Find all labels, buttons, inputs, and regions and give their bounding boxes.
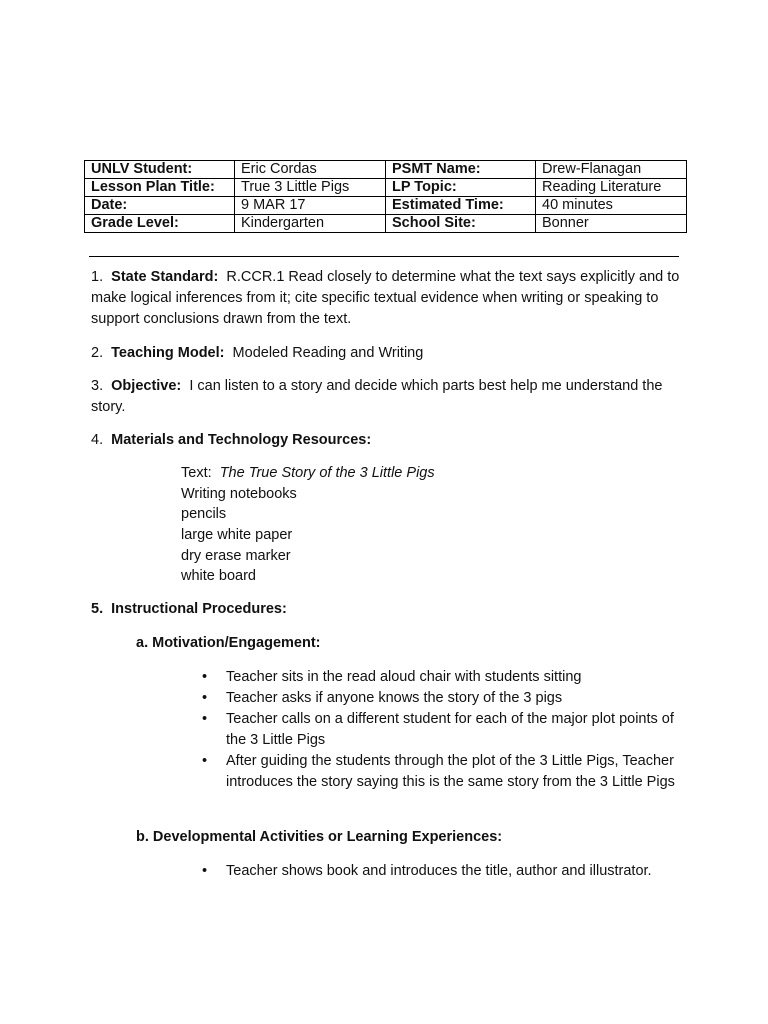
subsection-developmental-heading: b. Developmental Activities or Learning Experiences: <box>136 829 503 845</box>
bullet-icon: • <box>202 863 208 879</box>
table-value: Drew-Flanagan <box>536 161 687 179</box>
horizontal-divider <box>89 256 679 257</box>
table-value: Kindergarten <box>235 215 386 233</box>
list-item <box>181 463 435 484</box>
table-label: Grade Level: <box>85 215 235 233</box>
table-label: PSMT Name: <box>386 161 536 179</box>
table-value: Reading Literature <box>536 179 687 197</box>
list-item: white board <box>181 568 256 585</box>
materials-list <box>181 463 435 587</box>
table-value: Bonner <box>536 215 687 233</box>
section-number: 1. <box>91 269 104 285</box>
list-item: large white paper <box>181 527 293 544</box>
materials-text-prefix: Text: <box>181 465 212 481</box>
list-item: pencils <box>181 506 227 523</box>
bullet-icon: • <box>202 753 208 769</box>
section-number: 2. <box>91 345 104 361</box>
table-row <box>85 197 687 215</box>
bullet-icon: • <box>202 690 208 706</box>
section-label: State Standard: <box>111 269 219 285</box>
section-label: Objective: <box>111 378 182 394</box>
section-number: 3. <box>91 378 104 394</box>
section-number: 4. <box>91 432 104 448</box>
table-value: 40 minutes <box>536 197 687 215</box>
table-label: Lesson Plan Title: <box>85 179 235 197</box>
list-item: • After guiding the students through the plot of the 3 Little Pigs, Teacher introduces the story saying this is the same story from the 3 Little Pigs <box>202 753 675 790</box>
list-item: Writing notebooks <box>181 485 297 502</box>
table-row <box>85 161 687 179</box>
section-label: Instructional Procedures: <box>111 601 287 617</box>
table-label: UNLV Student: <box>85 161 235 179</box>
list-item: • Teacher shows book and introduces the title, author and illustrator. <box>226 861 686 882</box>
section-text: Modeled Reading and Writing <box>232 345 424 361</box>
section-number: 5. <box>91 601 104 617</box>
list-item: • Teacher sits in the read aloud chair with students sitting <box>226 667 686 688</box>
lesson-info-table <box>84 160 687 233</box>
bullet-icon: • <box>202 711 208 727</box>
list-item: • Teacher calls on a different student for each of the major plot points of the 3 Little Pigs <box>202 711 674 748</box>
list-item: dry erase marker <box>181 547 291 564</box>
table-label: LP Topic: <box>386 179 536 197</box>
table-label: Date: <box>85 197 235 215</box>
list-item: • Teacher asks if anyone knows the story of the 3 pigs <box>226 688 686 709</box>
section-text: R.CCR.1 Read closely to determine what the text says explicitly and to make logical inferences from it; cite specific textual evidence when writing or speaking to support conclusions drawn from the text. <box>91 269 680 327</box>
book-title: The True Story of the 3 Little Pigs <box>219 465 435 481</box>
section-instructional-procedures <box>91 599 681 620</box>
table-value: Eric Cordas <box>235 161 386 179</box>
table-label: Estimated Time: <box>386 197 536 215</box>
section-teaching-model <box>91 343 681 364</box>
table-row <box>85 179 687 197</box>
table-label: School Site: <box>386 215 536 233</box>
table-row <box>85 215 687 233</box>
section-label: Materials and Technology Resources: <box>111 432 372 448</box>
table-value: True 3 Little Pigs <box>235 179 386 197</box>
bullet-icon: • <box>202 669 208 685</box>
developmental-bullet-list <box>202 861 686 882</box>
table-value: 9 MAR 17 <box>235 197 386 215</box>
motivation-bullet-list <box>202 667 686 793</box>
section-label: Teaching Model: <box>111 345 225 361</box>
section-objective <box>91 376 681 418</box>
section-text: I can listen to a story and decide which parts best help me understand the story. <box>91 378 663 415</box>
section-state-standard <box>91 267 681 330</box>
subsection-motivation-heading: a. Motivation/Engagement: <box>136 635 321 651</box>
section-materials <box>91 430 681 451</box>
